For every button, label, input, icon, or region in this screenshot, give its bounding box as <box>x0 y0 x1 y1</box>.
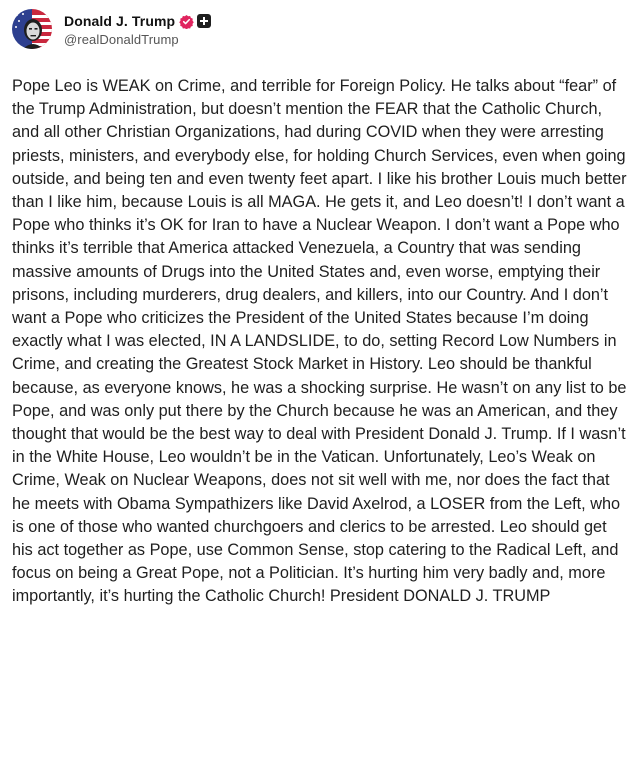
author-display-name[interactable]: Donald J. Trump <box>64 13 176 29</box>
post-body-text: Pope Leo is WEAK on Crime, and terrible for Foreign Policy. He talks about “fear” of the Trump Administration, but doesn’t mention the FEAR that the Catholic Church, and all other Christian Organizations, had during COVID when they were arresting priests, ministers, and everybody else, for holding Church Services, even when going outside, and being ten and even twenty feet apart. I like his brother Louis much better than I like him, because Louis is all MAGA. He gets it, and Leo doesn’t! I don’t want a Pope who thinks it’s OK for Iran to have a Nuclear Weapon. I don’t want a Pope who thinks it’s terrible that America attacked Venezuela, a Country that was sending massive amounts of Drugs into the United States and, even worse, emptying their prisons, including murderers, drug dealers, and killers, into our Country. And I don’t want a Pope who criticizes the President of the United States because I’m doing exactly what I was elected, IN A LANDSLIDE, to do, setting Record Low Numbers in Crime, and creating the Greatest Stock Market in History. Leo should be thankful because, as everyone knows, he was a shocking surprise. He wasn’t on any list to be Pope, and was only put there by the Church because he was an American, and they thought that would be the best way to deal with President Donald J. Trump. If I wasn’t in the White House, Leo wouldn’t be in the Vatican. Unfortunately, Leo’s Weak on Crime, Weak on Nuclear Weapons, does not sit well with me, nor does the fact that he meets with Obama Sympathizers like David Axelrod, a LOSER from the Left, who is one of those who wanted churchgoers and clerics to be arrested. Leo should get his act together as Pope, use Common Sense, stop catering to the Radical Left, and focus on being a Great Pope, not a Politician. It’s hurting him very badly and, more importantly, it’s hurting the Catholic Church! President DONALD J. TRUMP <box>12 77 627 606</box>
avatar[interactable] <box>12 9 52 49</box>
post-header <box>12 8 211 50</box>
avatar-image <box>12 9 52 49</box>
author-name-row <box>64 11 211 31</box>
author-info <box>64 11 211 47</box>
plus-square-icon <box>197 14 211 28</box>
verified-check-icon <box>179 14 194 29</box>
author-handle[interactable]: @realDonaldTrump <box>64 32 179 47</box>
